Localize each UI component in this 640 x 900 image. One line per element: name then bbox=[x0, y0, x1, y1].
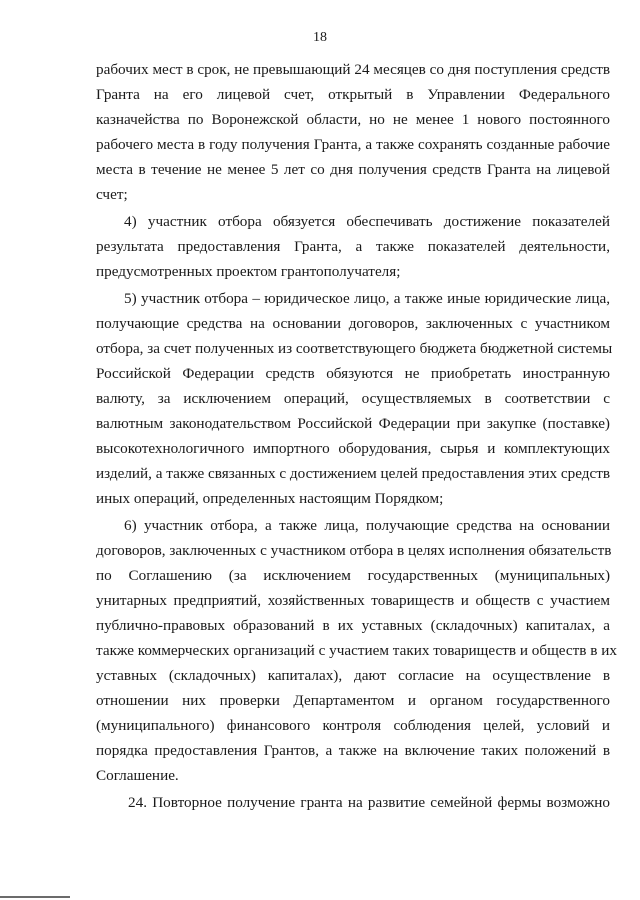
text-line: казначейства по Воронежской области, но не менее 1 нового постоянного bbox=[96, 111, 610, 128]
text-line: Соглашение. bbox=[96, 767, 179, 784]
paragraph-5-first-line: 5) участник отбора – юридическое лицо, а также иные юридические лица, bbox=[124, 290, 610, 307]
clause-24-first-line: 24. Повторное получение гранта на развитие семейной фермы возможно bbox=[128, 794, 610, 811]
text-line: валютным законодательством Российской Федерации при закупке (поставке) bbox=[96, 415, 610, 432]
text-line: предусмотренных проектом грантополучателя; bbox=[96, 263, 401, 280]
text-line: иных операций, определенных настоящим Порядком; bbox=[96, 490, 444, 507]
text-line: рабочего места в году получения Гранта, а также сохранять созданные рабочие bbox=[96, 136, 610, 153]
text-line: порядка предоставления Грантов, а также на включение таких положений в bbox=[96, 742, 610, 759]
text-line: счет; bbox=[96, 186, 128, 203]
text-line: места в течение не менее 5 лет со дня получения средств Гранта на лицевой bbox=[96, 161, 610, 178]
text-line: Гранта на его лицевой счет, открытый в Управлении Федерального bbox=[96, 86, 610, 103]
paragraph-4-first-line: 4) участник отбора обязуется обеспечивать достижение показателей bbox=[124, 213, 610, 230]
text-line: также коммерческих организаций с участием таких товариществ и обществ в их bbox=[96, 642, 617, 659]
text-line: договоров, заключенных с участником отбора в целях исполнения обязательств bbox=[96, 542, 612, 559]
page-number: 18 bbox=[313, 30, 327, 45]
text-line: рабочих мест в срок, не превышающий 24 месяцев со дня поступления средств bbox=[96, 61, 610, 78]
scan-edge-mark bbox=[0, 896, 70, 898]
text-line: высокотехнологичного импортного оборудования, сырья и комплектующих bbox=[96, 440, 610, 457]
text-line: уставных (складочных) капиталах), дают согласие на осуществление в bbox=[96, 667, 610, 684]
text-line: унитарных предприятий, хозяйственных товариществ и обществ с участием bbox=[96, 592, 610, 609]
text-line: (муниципального) финансового контроля соблюдения целей, условий и bbox=[96, 717, 610, 734]
paragraph-6-first-line: 6) участник отбора, а также лица, получающие средства на основании bbox=[124, 517, 610, 534]
text-line: отношении них проверки Департаментом и органом государственного bbox=[96, 692, 610, 709]
text-line: отбора, за счет полученных из соответствующего бюджета бюджетной системы bbox=[96, 340, 613, 357]
text-line: получающие средства на основании договоров, заключенных с участником bbox=[96, 315, 610, 332]
text-line: изделий, а также связанных с достижением целей предоставления этих средств bbox=[96, 465, 611, 482]
text-line: результата предоставления Гранта, а также показателей деятельности, bbox=[96, 238, 610, 255]
text-line: валюту, за исключением операций, осуществляемых в соответствии с bbox=[96, 390, 610, 407]
text-line: по Соглашению (за исключением государственных (муниципальных) bbox=[96, 567, 610, 584]
text-line: публично-правовых образований в их уставных (складочных) капиталах, а bbox=[96, 617, 610, 634]
text-line: Российской Федерации средств обязуются не приобретать иностранную bbox=[96, 365, 610, 382]
